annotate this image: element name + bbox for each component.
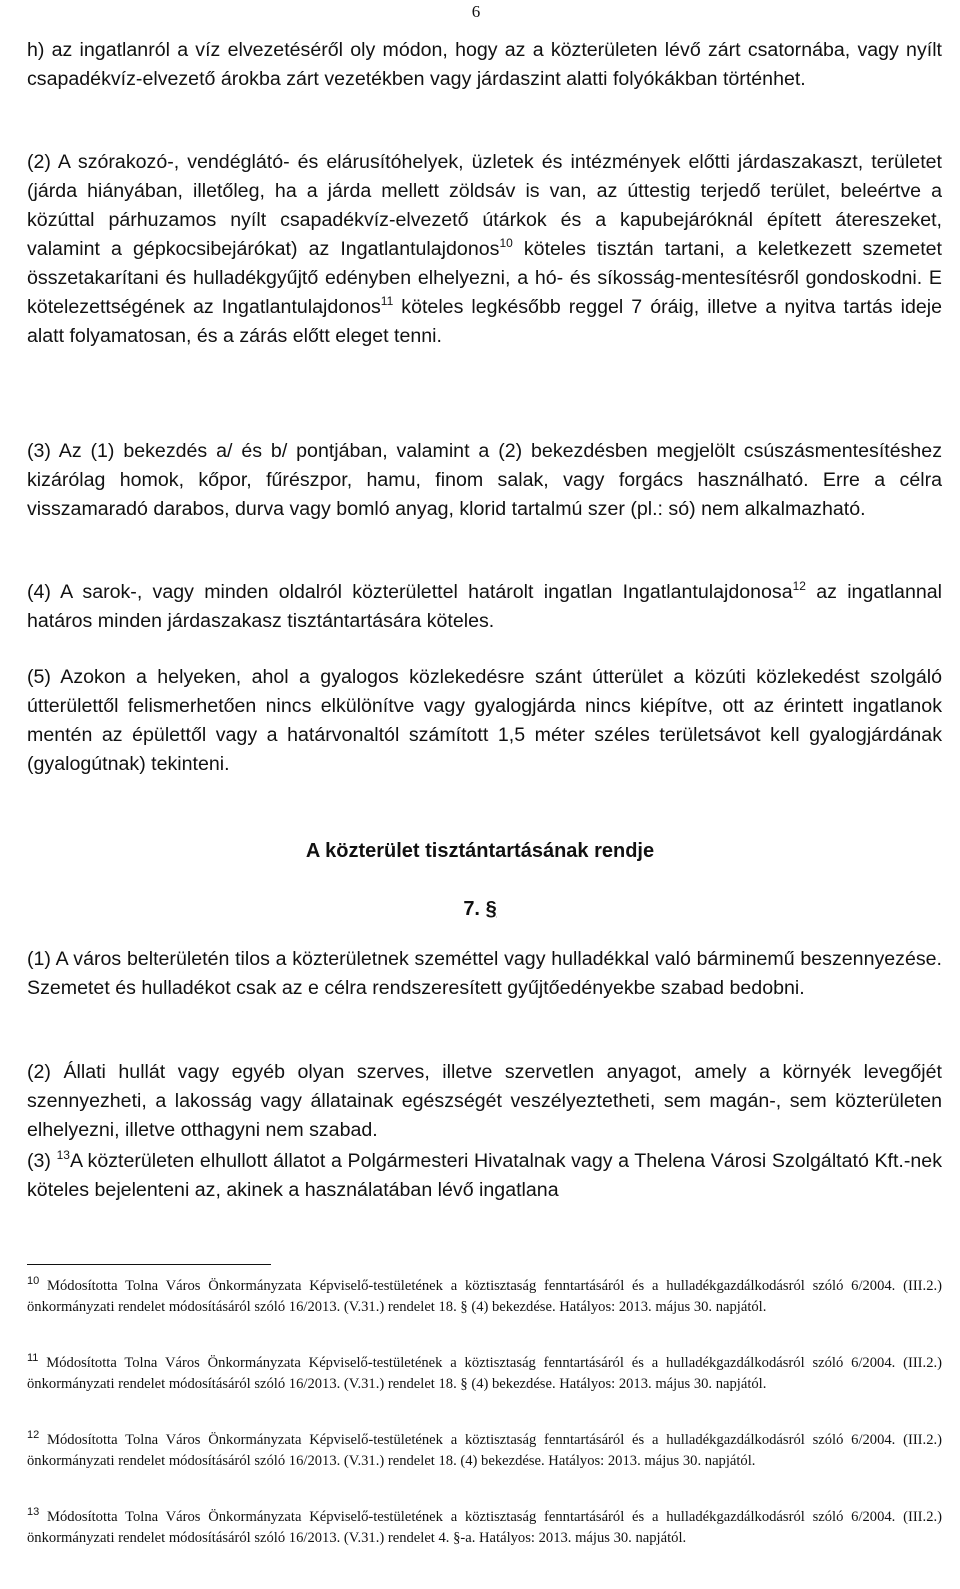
footnote-ref-11[interactable]: 11 [380,294,394,308]
paragraph-2 [27,148,942,351]
footnote-number: 13 [27,1506,40,1518]
paragraph-5: (5) Azokon a helyeken, ahol a gyalogos közlekedésre szánt útterület a közúti közlekedést szolgáló útterülettől felismerhetően nincs elkülönítve vagy gyalogjárda nincs kiépítve, ott az érintett ingatlanok mentén az épülettől vagy a határvonaltól számított 1,5 méter széles területsávot kell gyalogjárdának (gyalogútnak) tekinteni. [27,666,942,775]
footnote-10 [27,1276,942,1318]
footnote-text: Módosította Tolna Város Önkormányzata Képviselő-testületének a köztisztaság fenntartásáról és a hulladékgazdálkodásról szóló 6/2004. (III.2.) önkormányzati rendelet módosításáról szóló 16/2013. (V.31.) rendelet 18. § (4) bekezdése. Hatályos: 2013. május 30. napjától. [27,1355,942,1392]
footnote-ref-13[interactable]: 13 [56,1148,70,1162]
paragraph-3: (3) Az (1) bekezdés a/ és b/ pontjában, valamint a (2) bekezdésben megjelölt csúszásmentesítéshez kizárólag homok, kőpor, fűrészpor, hamu, finom salak, vagy forgács használható. Erre a célra visszamaradó darabos, durva vagy bomló anyag, klorid tartalmú szer (pl.: só) nem alkalmazható. [27,440,942,520]
section7-paragraph-3-text-a: (3) [27,1150,57,1172]
footnote-number: 12 [27,1429,40,1441]
footnote-number: 11 [27,1352,39,1364]
section7-paragraph-3 [27,1147,942,1205]
paragraph-4-text-b: az ingatlannal határos minden járdaszakasz tisztántartására köteles. [27,581,942,632]
section7-paragraph-1: (1) A város belterületén tilos a közterületnek szeméttel vagy hulladékkal való bárminemű beszennyezése. Szemetet és hulladékot csak az e célra rendszeresített gyűjtőedényekbe szabad bedobni. [27,948,942,999]
paragraph-2-text-a: (2) A szórakozó-, vendéglátó- és elárusítóhelyek, üzletek és intézmények előtti járdaszakaszt, területet (járda hiányában, illetőleg, ha a járda mellett zöldsáv is van, az úttestig terjedő terület, beleértve a közúttal párhuzamos nyílt csapadékvíz-elvezető útárkok és a kapubejáróknál épített átereszeket, valamint a gépkocsibejárókat) az Ingatlantulajdonos [27,151,942,260]
paragraph-4 [27,578,942,636]
section7-paragraph-2: (2) Állati hullát vagy egyéb olyan szerves, illetve szervetlen anyagot, amely a környék levegőjét szennyezheti, a lakosság vagy állatainak egészségét veszélyeztetheti, sem magán-, sem közterületen elhelyezni, illetve otthagyni nem szabad. [27,1061,942,1141]
footnote-ref-12[interactable]: 12 [792,579,806,593]
footnote-text: Módosította Tolna Város Önkormányzata Képviselő-testületének a köztisztaság fenntartásáról és a hulladékgazdálkodásról szóló 6/2004. (III.2.) önkormányzati rendelet módosításáról szóló 16/2013. (V.31.) rendelet 18. § (4) bekezdése. Hatályos: 2013. május 30. napjától. [27,1278,942,1315]
footnote-text: Módosította Tolna Város Önkormányzata Képviselő-testületének a köztisztaság fenntartásáról és a hulladékgazdálkodásról szóló 6/2004. (III.2.) önkormányzati rendelet módosításáról szóló 16/2013. (V.31.) rendelet 4. §-a. Hatályos: 2013. május 30. napjától. [27,1509,942,1546]
section-heading: A közterület tisztántartásának rendje [305,840,655,862]
footnote-13 [27,1507,942,1549]
footnote-ref-10[interactable]: 10 [499,236,513,250]
footnote-divider [27,1264,271,1265]
paragraph-h: h) az ingatlanról a víz elvezetéséről oly módon, hogy az a közterületen lévő zárt csatornába, vagy nyílt csapadékvíz-elvezető árokba zárt vezetékben vagy járdaszint alatti folyókákban történhet. [27,39,942,90]
footnote-number: 10 [27,1275,40,1287]
page-number: 6 [471,2,481,21]
paragraph-2-text-b: köteles tisztán tartani, a keletkezett szemetet összetakarítani és hulladékgyűjtő edényben elhelyezni, a hó- és síkosság-mentesítésről gondoskodni. E kötelezettségének az Ingatlantulajdonos [27,238,942,318]
section-number-text: 7. [463,898,480,920]
footnote-text: Módosította Tolna Város Önkormányzata Képviselő-testületének a köztisztaság fenntartásáról és a hulladékgazdálkodásról szóló 6/2004. (III.2.) önkormányzati rendelet módosításáról szóló 16/2013. (V.31.) rendelet 18. (4) bekezdése. Hatályos: 2013. május 30. napjától. [27,1432,942,1469]
paragraph-4-text-a: (4) A sarok-, vagy minden oldalról közterülettel határolt ingatlan Ingatlantulajdonosa [27,581,793,603]
section-symbol-link[interactable]: § [485,898,497,920]
footnote-11 [27,1353,942,1395]
section-number [0,898,960,921]
section7-paragraph-3-text-b: A közterületen elhullott állatot a Polgármesteri Hivatalnak vagy a Thelena Városi Szolgáltató Kft.-nek köteles bejelenteni az, akinek a használatában lévő ingatlana [27,1150,942,1201]
footnote-12 [27,1430,942,1472]
paragraph-2-text-c: köteles legkésőbb reggel 7 óráig, illetve a nyitva tartás ideje alatt folyamatosan, és a zárás előtt eleget tenni. [27,296,942,347]
